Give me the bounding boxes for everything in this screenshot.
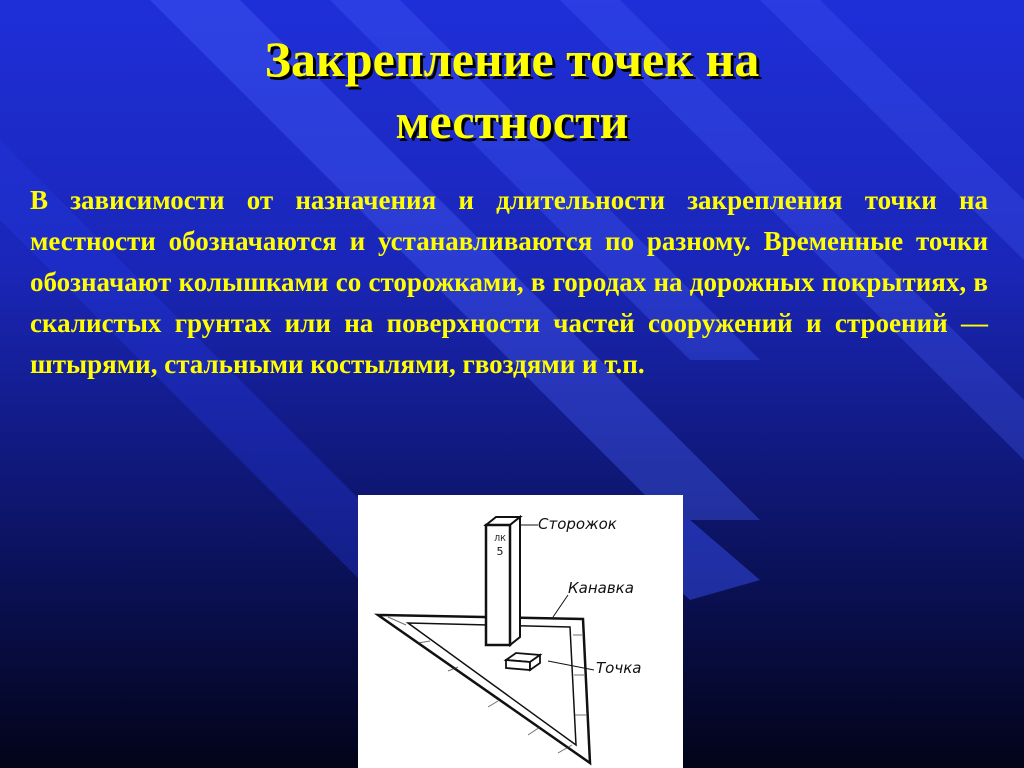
tochka-peg xyxy=(506,653,540,670)
title-line-1: Закрепление точек на xyxy=(264,31,760,87)
label-storozhok: Сторожок xyxy=(538,515,617,533)
label-tochka: Точка xyxy=(596,659,642,677)
stake-mark-bottom: 5 xyxy=(496,545,504,558)
leader-tochka xyxy=(548,661,594,670)
stake-diagram xyxy=(358,495,683,768)
stake-mark-top: ЛК xyxy=(494,534,506,543)
ditch-outer-triangle xyxy=(378,615,590,763)
body-paragraph: В зависимости от назначения и длительности закрепления точки на местности обозначаются и устанавливаются по разному. Временные точки обозначают колышками со сторожками, в городах на дорожных покрытиях, в скалистых грунтах или на поверхности частей сооружений и строений — штырями, стальными костылями, гвоздями и т.п. xyxy=(30,185,988,379)
leader-kanavka xyxy=(553,595,568,617)
slide-title xyxy=(0,28,1024,152)
label-kanavka: Канавка xyxy=(568,579,634,597)
title-line-2: местности xyxy=(395,93,629,149)
stake-diagram-drawing xyxy=(358,495,683,768)
